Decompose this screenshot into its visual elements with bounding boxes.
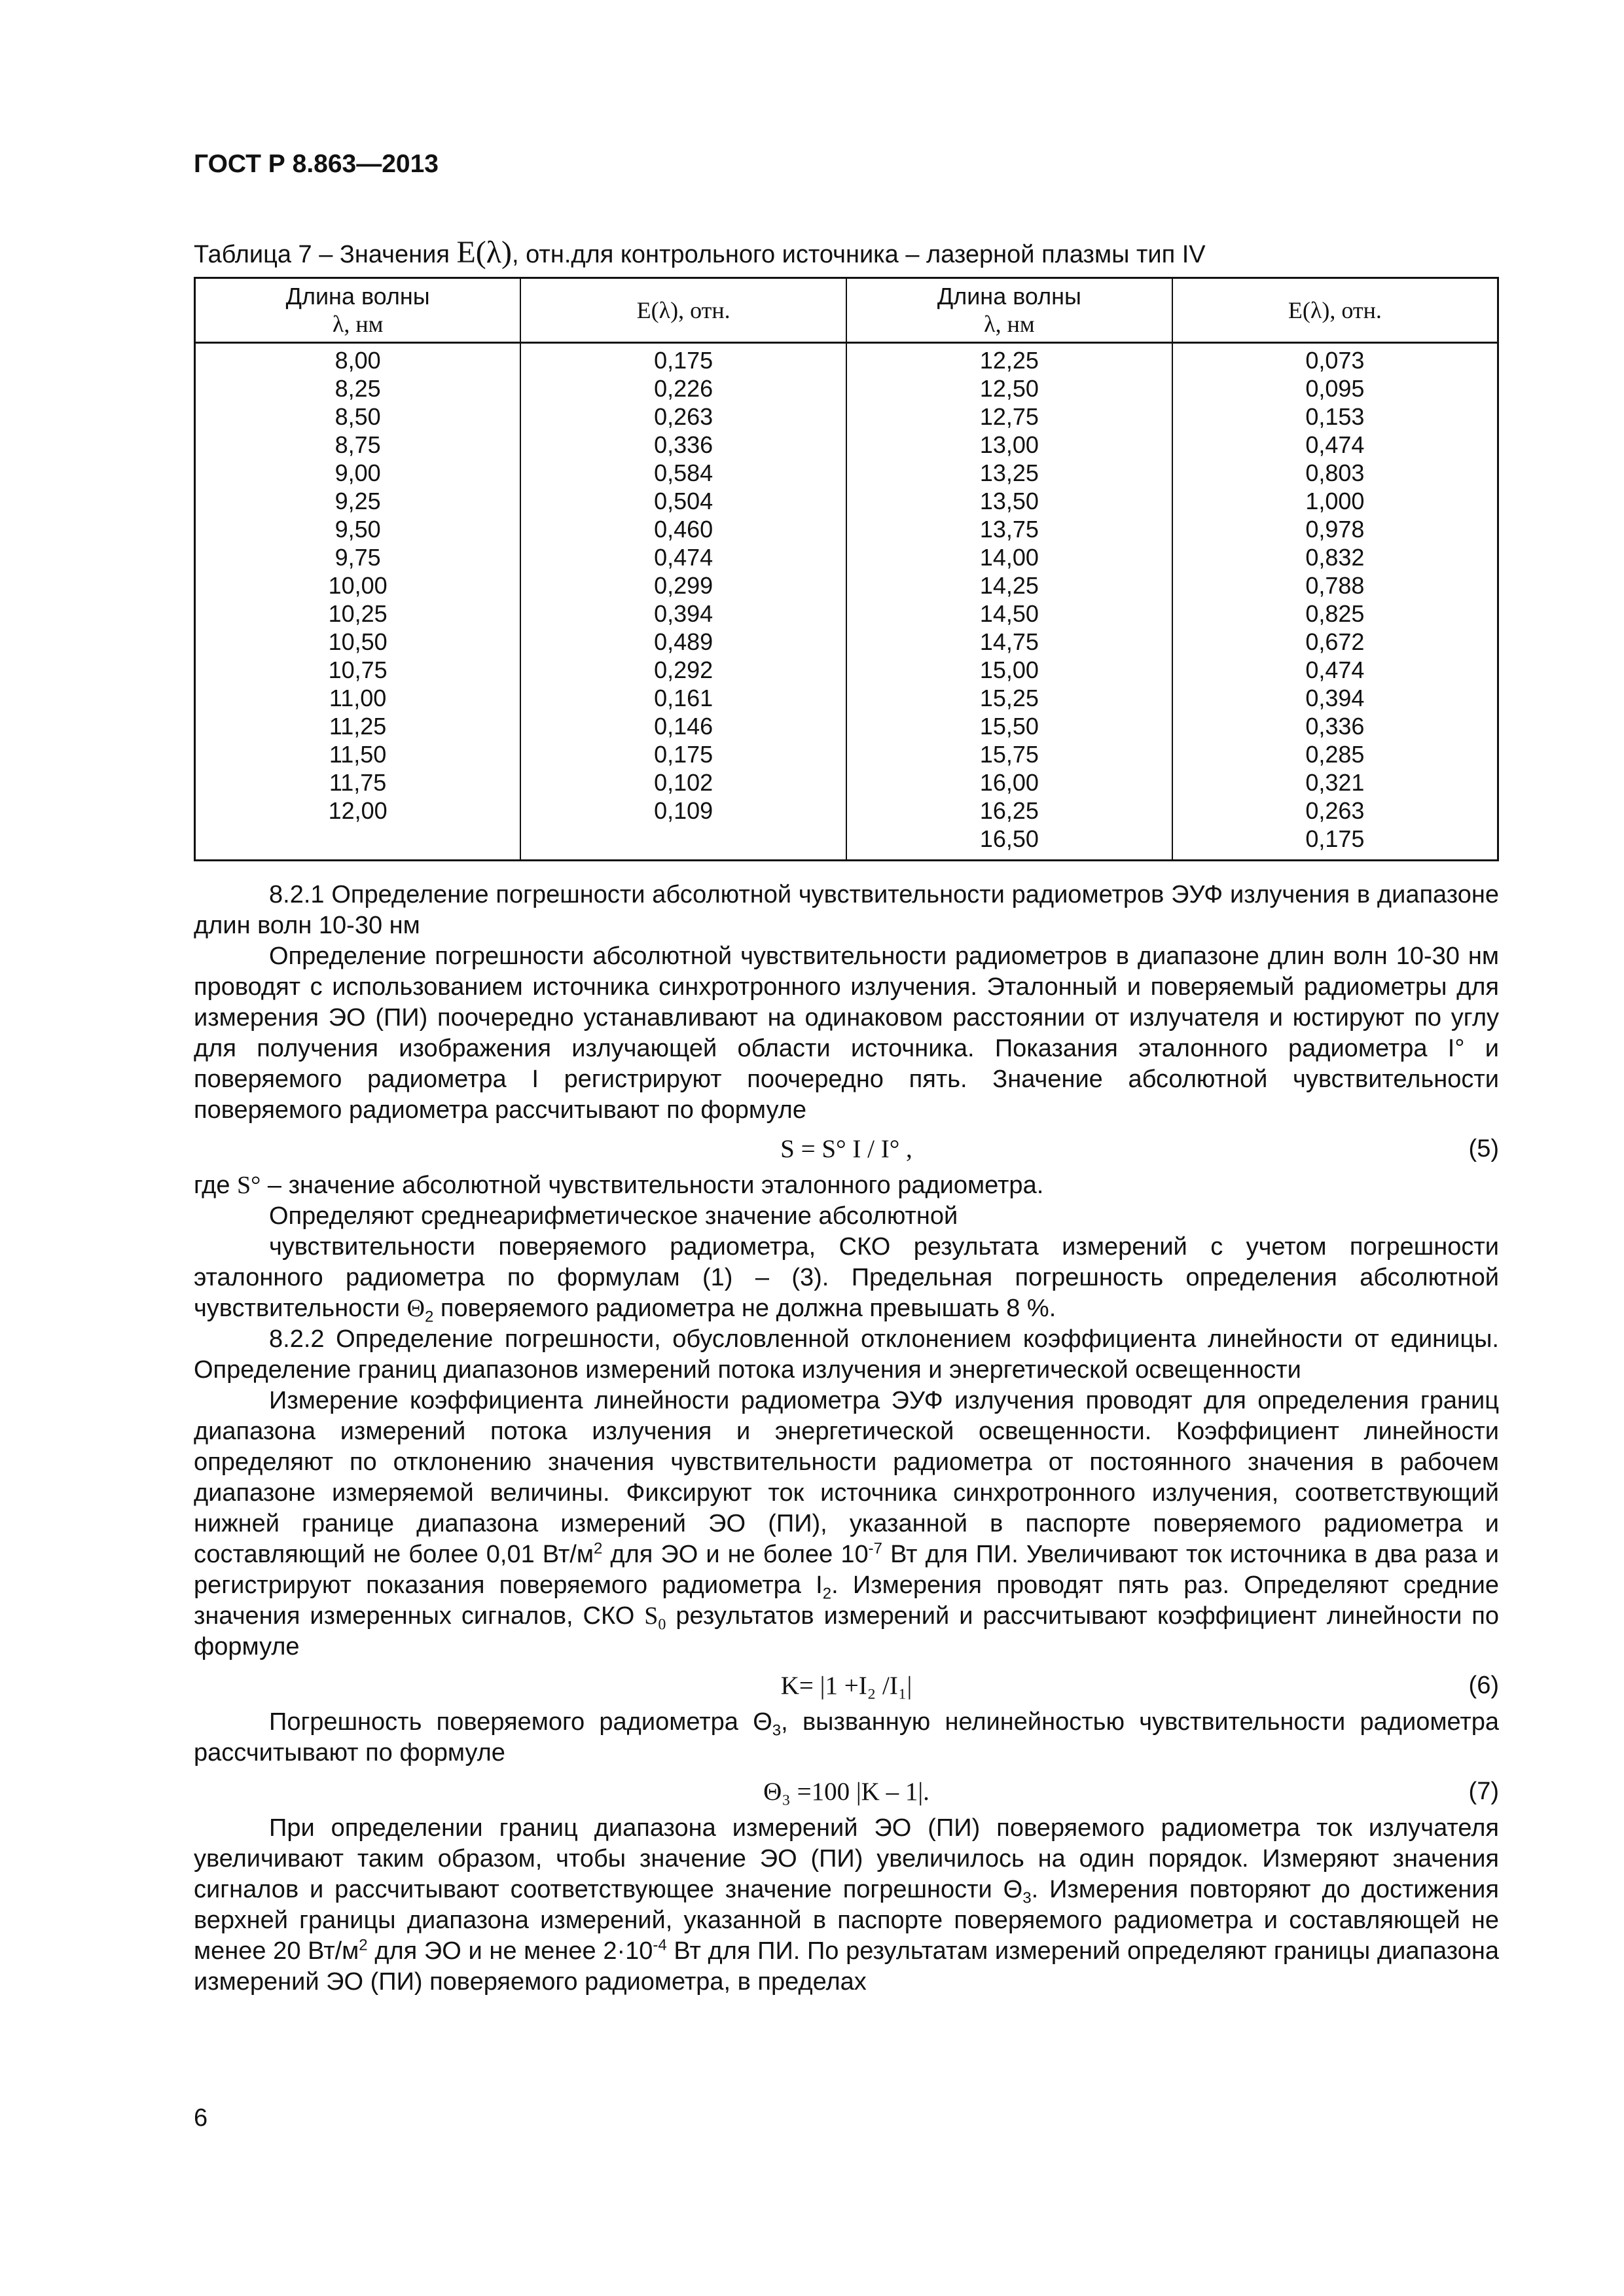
table-cell: 0,073 [1305,347,1365,374]
table-cell: 16,00 [979,769,1039,796]
para1-sub1: 2 [822,1585,832,1603]
table-cell: 1,000 [1305,488,1365,514]
para1-part-e: результатов измерений и рассчитывают коэффициент линейности по формуле [194,1602,1500,1660]
formula-6-number: (6) [1468,1672,1499,1699]
table-cell: 16,50 [979,825,1039,852]
table-cell: 0,474 [654,544,713,571]
para3-part-d: Вт для ПИ. По результатам измерений определяют границы диапазона измерений ЭО (ПИ) поверяемого радиометра, в пределах [194,1937,1499,1996]
section-822-para2 [194,1707,1499,1768]
table-cell: 13,50 [979,488,1039,514]
column-right-values [1172,343,1498,861]
table-cell: 0,584 [654,459,713,486]
table-cell: 11,25 [329,713,387,740]
table-cell: 8,25 [334,375,381,402]
table-cell: 0,175 [654,347,713,374]
table-body-row [195,343,1498,861]
para3-part-b: . Измерения повторяют до достижения верхней границы диапазона измерений, указанной в паспорте поверяемого радиометра и составляющей не менее 20 Вт/м [194,1876,1499,1965]
table-cell: 12,00 [328,797,388,824]
table-cell: 0,146 [654,713,713,740]
para1-part-d: . Измерения проводят пять раз. Определяют средние значения измеренных сигналов, СКО [194,1571,1499,1630]
header-wavelength-right-line1: Длина волны [937,283,1081,310]
table-cell: 11,50 [329,741,387,768]
formula-7-number: (7) [1468,1778,1499,1805]
table-cell: 14,25 [979,572,1039,599]
table-cell: 0,285 [1305,741,1365,768]
table-cell: 10,25 [328,600,388,627]
table-cell: 9,50 [334,516,381,543]
formula-5 [194,1128,1499,1168]
table-cell: 12,50 [979,375,1039,402]
table-cell: 15,00 [979,656,1039,683]
table-cell: 11,75 [329,769,387,796]
table-cell: 13,25 [979,459,1039,486]
s0-subscript: 0 [658,1616,666,1634]
table-cell: 9,25 [334,488,381,514]
table-cell: 0,336 [654,431,713,458]
table-cell: 10,50 [328,628,388,655]
where-text: – значение абсолютной чувствительности эталонного радиометра. [261,1172,1044,1199]
section-821-para2b [194,1232,1499,1324]
table-cell: 0,825 [1305,600,1365,627]
table-cell: 0,095 [1305,375,1365,402]
column-left-values [520,343,846,861]
table-cell: 0,263 [1305,797,1365,824]
table-cell: 9,75 [334,544,381,571]
formula-7 [194,1771,1499,1810]
table-cell: 15,75 [979,741,1039,768]
table-cell: 12,75 [979,403,1039,430]
caption-prefix: Таблица 7 – Значения [194,241,457,268]
caption-suffix: , отн.для контрольного источника – лазерной плазмы тип IV [512,241,1206,268]
table-cell: 0,504 [654,488,713,514]
where-prefix: где [194,1172,238,1199]
para3-part-a: При определении границ диапазона измерений ЭО (ПИ) поверяемого радиометра ток излучателя увеличивают таким образом, чтобы значение ЭО (ПИ) увеличилось на один порядок. Измеряют значения сигналов и рассчитывают соответствующее значение погрешности Θ [194,1814,1499,1903]
where-line [194,1170,1499,1201]
para3-sup2: -4 [653,1936,667,1954]
table-cell: 0,394 [654,600,713,627]
table-cell: 0,175 [1305,825,1365,852]
table-cell: 0,474 [1305,656,1365,683]
document-page [194,148,1499,1998]
para2-part-b: , вызванную нелинейностью чувствительности радиометра рассчитывают по формуле [194,1708,1499,1767]
header-wavelength-left-line1: Длина волны [285,283,430,310]
theta-symbol: Θ [406,1295,425,1322]
column-left-wavelengths [195,343,521,861]
table-cell: 0,336 [1305,713,1365,740]
table-cell: 0,489 [654,628,713,655]
table-cell: 10,75 [328,656,388,683]
theta-subscript: 2 [424,1308,434,1326]
para3-sup1: 2 [359,1936,368,1954]
header-value-right: E(λ), отн. [1172,278,1498,343]
para2-part-a: Погрешность поверяемого радиометра Θ [269,1708,772,1736]
table-cell: 10,00 [328,572,388,599]
section-822-para3 [194,1813,1499,1998]
table-cell: 14,00 [979,544,1039,571]
table-cell: 0,672 [1305,628,1365,655]
table-caption [194,237,1499,270]
caption-function: E(λ) [456,235,513,270]
table-cell: 13,75 [979,516,1039,543]
header-wavelength-left [195,278,521,343]
table-cell: 0,226 [654,375,713,402]
header-wavelength-left-line2: λ, нм [332,311,384,337]
table-cell: 15,50 [979,713,1039,740]
spectrum-table [194,277,1499,861]
formula-5-expression: S = S° I / I° , [780,1135,912,1163]
formula-5-number: (5) [1468,1135,1499,1162]
para2b-text-post: поверяемого радиометра не должна превышать 8 %. [433,1295,1056,1322]
para2b-text-pre: чувствительности поверяемого радиометра, СКО результата измерений с учетом погрешности эталонного радиометра по формулам (1) – (3). Предельная погрешность определения абсолютной чувствительности [194,1233,1499,1322]
formula-6 [194,1665,1499,1704]
where-symbol: S° [237,1172,261,1199]
table-cell: 0,161 [654,685,713,711]
para3-part-c: для ЭО и не менее 2·10 [367,1937,653,1965]
table-cell: 0,788 [1305,572,1365,599]
table-cell: 0,394 [1305,685,1365,711]
table-cell: 0,832 [1305,544,1365,571]
para1-part-a: Измерение коэффициента линейности радиометра ЭУФ излучения проводят для определения границ диапазона измерений потока излучения и энергетической освещенности. Коэффициент линейности определяют по отклонению значения чувствительности радиометра от постоянного значения в рабочем диапазоне измеряемой величины. Фиксируют ток источника синхротронного излучения, соответствующий нижней границе диапазона измерений ЭО (ПИ), указанной в паспорте поверяемого радиометра и составляющий не более 0,01 Вт/м [194,1387,1499,1568]
table-cell: 14,75 [979,628,1039,655]
header-value-left: E(λ), отн. [520,278,846,343]
header-wavelength-right-line2: λ, нм [984,311,1035,337]
page-number: 6 [194,2104,208,2132]
column-right-wavelengths [846,343,1172,861]
header-wavelength-right [846,278,1172,343]
table-cell: 8,00 [334,347,381,374]
table-cell: 0,474 [1305,431,1365,458]
table-cell: 14,50 [979,600,1039,627]
table-cell: 0,175 [654,741,713,768]
table-cell: 8,50 [334,403,381,430]
section-821-para1: Определение погрешности абсолютной чувствительности радиометров в диапазоне длин волн 10-30 нм проводят с использованием источника синхротронного излучения. Эталонный и поверяемый радиометры для измерения ЭО (ПИ) поочередно устанавливают на одинаковом расстоянии от излучателя и юстируют по углу для получения изображения излучающей области источника. Показания эталонного радиометра I° и поверяемого радиометра I регистрируют поочередно пять. Значение абсолютной чувствительности поверяемого радиометра рассчитывают по формуле [194,942,1499,1124]
section-821-para2a: Определяют среднеарифметическое значение абсолютной [269,1202,958,1230]
section-821-heading: 8.2.1 Определение погрешности абсолютной чувствительности радиометров ЭУФ излучения в диапазоне длин волн 10-30 нм [194,881,1499,939]
table-cell: 11,00 [329,685,387,711]
para3-sub: 3 [1022,1889,1032,1907]
formula-7-expression: Θ₃ =100 |K – 1|. [763,1778,929,1806]
table-cell: 0,803 [1305,459,1365,486]
section-822-heading: 8.2.2 Определение погрешности, обусловленной отклонением коэффициента линейности от единицы. Определение границ диапазонов измерений потока излучения и энергетической освещенности [194,1325,1499,1384]
table-cell: 13,00 [979,431,1039,458]
table-cell: 12,25 [979,347,1039,374]
para1-sup2: -7 [868,1539,882,1558]
table-cell: 15,25 [979,685,1039,711]
table-cell: 0,263 [654,403,713,430]
para1-part-c: Вт для ПИ. Увеличивают ток источника в два раза и регистрируют показания поверяемого радиометра I [194,1541,1499,1599]
formula-6-expression: K= |1 +I₂ /I₁| [780,1672,912,1700]
table-cell: 0,460 [654,516,713,543]
table-cell: 8,75 [334,431,381,458]
table-cell: 0,153 [1305,403,1365,430]
table-cell: 9,00 [334,459,381,486]
table-cell: 0,321 [1305,769,1365,796]
s0-symbol: S [644,1602,659,1630]
table-cell: 0,299 [654,572,713,599]
table-cell: 0,109 [654,797,713,824]
table-header-row [195,278,1498,343]
standard-header: ГОСТ Р 8.863—2013 [194,150,439,178]
table-cell: 0,978 [1305,516,1365,543]
section-822-para1 [194,1386,1499,1662]
para1-sup1: 2 [593,1539,603,1558]
table-cell: 16,25 [979,797,1039,824]
para2-sub: 3 [772,1721,782,1740]
table-cell: 0,102 [654,769,713,796]
para1-part-b: для ЭО и не более 10 [602,1541,869,1568]
table-cell: 0,292 [654,656,713,683]
